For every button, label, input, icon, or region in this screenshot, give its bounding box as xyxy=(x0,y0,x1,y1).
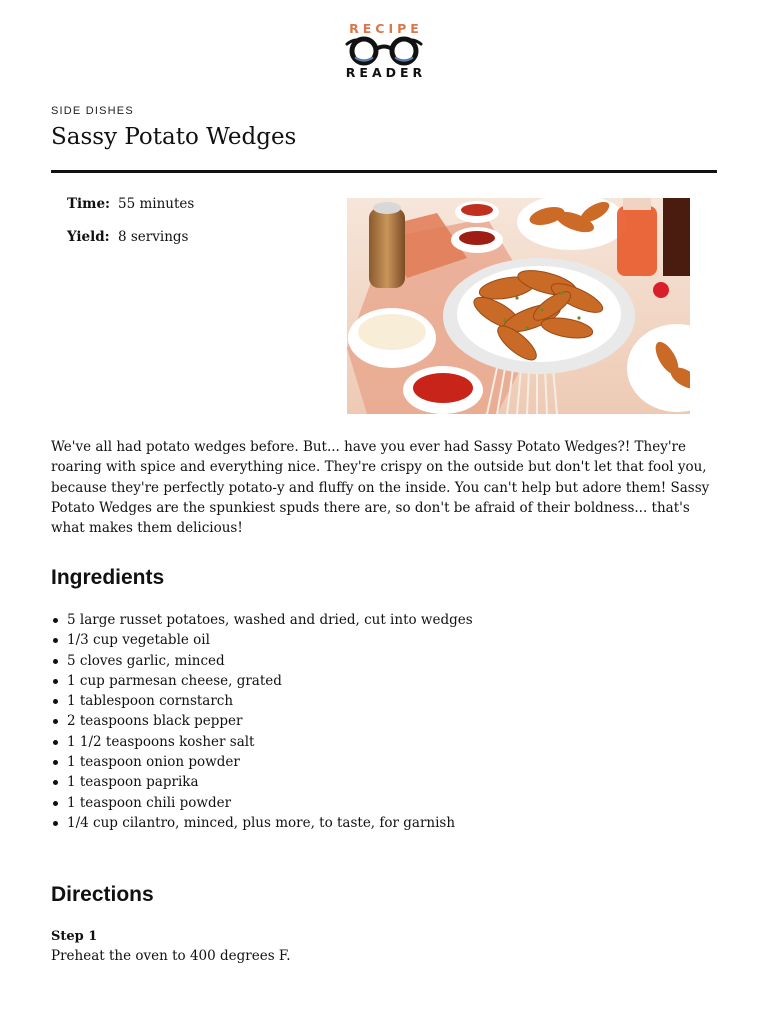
ingredient-item xyxy=(51,732,473,752)
ingredient-text: 5 large russet potatoes, washed and dried, cut into wedges xyxy=(67,612,473,628)
recipe-yield xyxy=(67,229,188,245)
ingredient-text: 1 teaspoon chili powder xyxy=(67,794,232,811)
ingredient-item xyxy=(51,793,473,813)
recipe-category[interactable]: SIDE DISHES xyxy=(51,105,134,117)
ingredient-text: 1 tablespoon cornstarch xyxy=(67,693,234,710)
bullet-icon xyxy=(53,760,58,765)
ingredient-text: 1 teaspoon paprika xyxy=(67,774,199,791)
logo-top-text: RECIPE xyxy=(349,21,423,36)
ingredient-text: 1/3 cup vegetable oil xyxy=(67,632,210,649)
bullet-icon xyxy=(53,801,58,806)
logo-bottom-text: READER xyxy=(345,65,427,80)
bullet-icon xyxy=(53,679,58,684)
ingredient-item xyxy=(51,711,473,731)
bullet-icon xyxy=(53,638,58,643)
time-label: Time: xyxy=(67,196,111,212)
ingredient-text: 1 cup parmesan cheese, grated xyxy=(67,672,282,689)
ingredient-text: 5 cloves garlic, minced xyxy=(67,652,225,669)
recipe-title: Sassy Potato Wedges xyxy=(51,124,297,150)
ingredient-text: 1/4 cup cilantro, minced, plus more, to taste, for garnish xyxy=(67,814,456,831)
recipe-time xyxy=(67,196,194,212)
recipe-description: We've all had potato wedges before. But... have you ever had Sassy Potato Wedges?! They're roaring with spice and everything nice. They're crispy on the outside but don't let that fool you, because they're perfectly potato-y and fluffy on the inside. You can't help but adore them! Sassy Potato Wedges are the spunkiest spuds there are, so don't be afraid of their boldness... that's what makes them delicious! xyxy=(51,439,710,537)
yield-label: Yield: xyxy=(67,229,110,245)
time-value: 55 minutes xyxy=(118,196,195,212)
glasses-icon xyxy=(343,36,425,66)
bullet-icon xyxy=(53,740,58,745)
ingredient-text: 1 1/2 teaspoons kosher salt xyxy=(67,733,255,750)
bullet-icon xyxy=(53,780,58,785)
ingredient-item xyxy=(51,630,473,650)
ingredient-item xyxy=(51,691,473,711)
step-label: Step 1 xyxy=(51,929,98,944)
site-logo[interactable] xyxy=(0,22,768,84)
recipe-photo xyxy=(347,198,690,414)
ingredients-list xyxy=(51,610,473,833)
ingredient-text: 1 teaspoon onion powder xyxy=(67,754,240,771)
ingredient-item xyxy=(51,772,473,792)
ingredient-text: 2 teaspoons black pepper xyxy=(67,713,243,730)
ingredient-item xyxy=(51,651,473,671)
directions-heading: Directions xyxy=(51,883,154,906)
bullet-icon xyxy=(53,699,58,704)
bullet-icon xyxy=(53,618,58,623)
ingredient-item xyxy=(51,752,473,772)
ingredients-heading: Ingredients xyxy=(51,566,165,589)
ingredient-item xyxy=(51,610,473,630)
bullet-icon xyxy=(53,821,58,826)
bullet-icon xyxy=(53,659,58,664)
title-divider xyxy=(51,170,717,173)
step-text: Preheat the oven to 400 degrees F. xyxy=(51,948,291,964)
ingredient-item xyxy=(51,671,473,691)
yield-value: 8 servings xyxy=(118,229,189,245)
ingredient-item xyxy=(51,813,473,833)
bullet-icon xyxy=(53,719,58,724)
